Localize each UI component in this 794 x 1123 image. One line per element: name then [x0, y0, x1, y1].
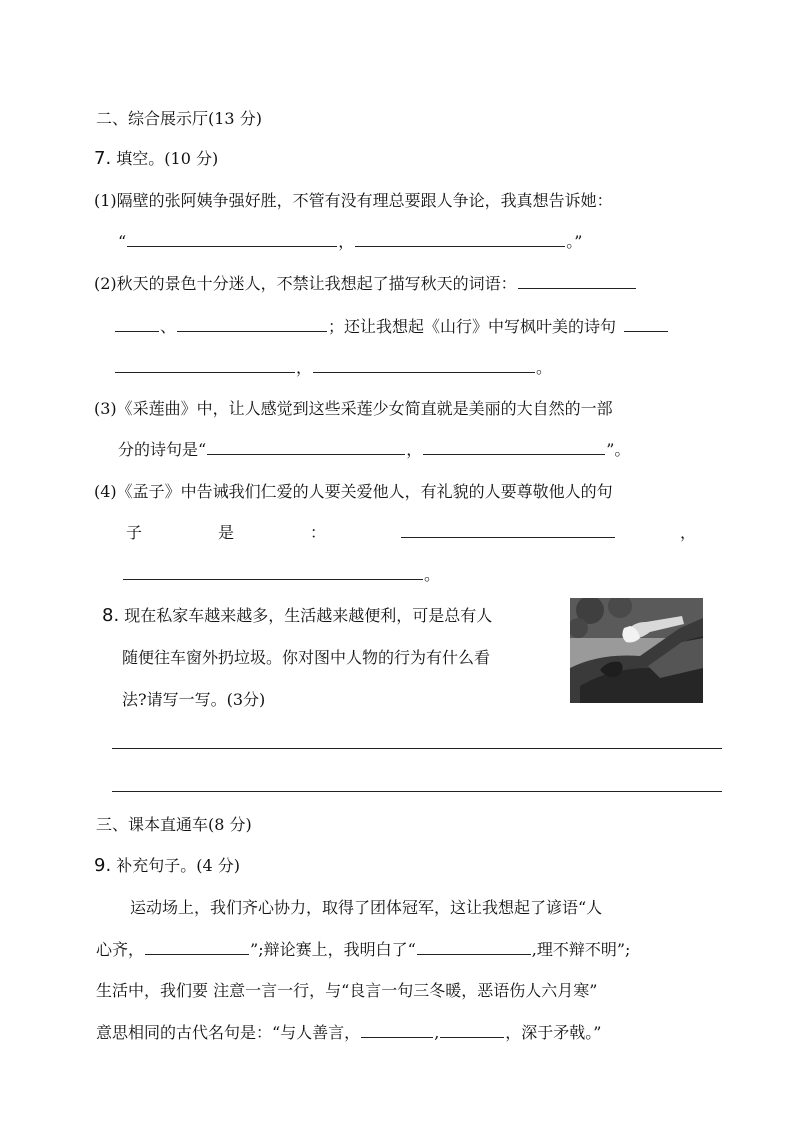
q7-p2-blank-1[interactable] [518, 274, 636, 289]
q7-p4-w2: 是 [218, 523, 235, 542]
q7-p2-line1 [94, 273, 637, 295]
q9-blank-3[interactable] [361, 1023, 433, 1038]
q7-p4-comma: ， [680, 523, 697, 542]
q7-p3-text: (3)《采莲曲》中，让人感觉到这些采莲少女简直就是美丽的大自然的一部 [94, 399, 613, 418]
q7-p3-text2: 分的诗句是“ [118, 440, 207, 459]
q7-p4-row3 [122, 564, 440, 586]
q7-p3-end: ”。 [606, 440, 631, 459]
q7-p2-blank-4[interactable] [313, 358, 535, 373]
q9-line2 [96, 939, 630, 961]
q7-p4-row2 [400, 522, 616, 544]
q7-title: 填空。(10 分) [116, 149, 219, 168]
q7-p1-comma: ， [338, 232, 355, 251]
q9-line2c: ,理不辩不明”; [531, 940, 631, 959]
section3-title: 三、课本直通车(8 分) [96, 815, 252, 834]
q9-line4c: ，深于矛戟。” [505, 1023, 602, 1042]
q9-line3: 生活中，我们要 注意一言一行，与“良言一句三冬暖，恶语伤人六月寒” [96, 981, 598, 1000]
q7-heading [94, 148, 218, 170]
q9-line2a: 心齐， [96, 940, 145, 959]
q8-number: 8. [102, 605, 120, 626]
q9-blank-2[interactable] [417, 940, 531, 955]
q7-p1-close: 。” [566, 232, 583, 251]
q7-p1-blank-2[interactable] [355, 232, 565, 247]
q9-line4b: , [434, 1023, 440, 1042]
q9-heading [94, 855, 240, 877]
q7-p2-text: (2)秋天的景色十分迷人，不禁让我想起了描写秋天的词语： [94, 274, 517, 293]
q7-p2-line3 [114, 357, 552, 379]
q8-text-3: 法?请写一写。(3分) [122, 690, 266, 709]
q7-p4-w1: 子 [126, 523, 143, 542]
q8-text-1: 现在私家车越来越多，生活越来越便利，可是总有人 [124, 606, 493, 625]
q7-p1-text: (1)隔壁的张阿姨争强好胜，不管有没有理总要跟人争论，我真想告诉她： [94, 191, 613, 210]
q9-blank-1[interactable] [145, 940, 249, 955]
q7-p3-blank-1[interactable] [207, 440, 405, 455]
q7-p2-text2: ；还让我想起《山行》中写枫叶美的诗句 [328, 317, 617, 336]
car-window-litter-illustration [570, 598, 703, 703]
q7-number: 7. [94, 148, 112, 169]
q8-answer-line-2[interactable] [112, 791, 722, 792]
q7-p2-sep: 、 [160, 317, 177, 336]
q7-p1-open-quote: “ [118, 232, 127, 251]
q9-title: 补充句子。(4 分) [116, 856, 241, 875]
q8-text-2: 随便往车窗外扔垃圾。你对图中人物的行为有什么看 [122, 648, 491, 667]
q7-p2-line2 [114, 316, 669, 338]
section2-title: 二、综合展示厅(13 分) [96, 109, 262, 128]
q7-p3-comma: ， [406, 440, 423, 459]
q7-p2-blank-2[interactable] [177, 317, 327, 332]
q9-line1: 运动场上，我们齐心协力，取得了团体冠军，这让我想起了谚语“人 [130, 898, 603, 917]
q7-p2-blank-1-cont[interactable] [115, 317, 159, 332]
q7-p4-colon: ： [310, 523, 327, 542]
q9-line2b: ”;辩论赛上，我明白了“ [250, 940, 416, 959]
car-window-litter-photo [570, 598, 703, 703]
q7-p2-end: 。 [536, 358, 553, 377]
q7-p4-blank-2[interactable] [123, 565, 423, 580]
q7-p3-line2 [118, 439, 630, 461]
q7-p4-end: 。 [424, 565, 441, 584]
q8-answer-line-1[interactable] [112, 748, 722, 749]
q7-p4-blank-1[interactable] [401, 523, 615, 538]
q7-p1-answer-line [118, 231, 582, 253]
q9-line4a: 意思相同的古代名句是：“与人善言， [96, 1023, 361, 1042]
q7-p2-comma: ， [296, 358, 313, 377]
q7-p4-text: (4)《孟子》中告诫我们仁爱的人要关爱他人，有礼貌的人要尊敬他人的句 [94, 482, 613, 501]
q7-p2-blank-3[interactable] [624, 317, 668, 332]
q7-p3-blank-2[interactable] [423, 440, 605, 455]
q9-number: 9. [94, 855, 112, 876]
q7-p1-blank-1[interactable] [127, 232, 337, 247]
q7-p2-blank-3-cont[interactable] [115, 358, 295, 373]
q9-blank-4[interactable] [440, 1023, 504, 1038]
q8-line1 [102, 605, 492, 627]
q9-line4 [96, 1022, 601, 1044]
